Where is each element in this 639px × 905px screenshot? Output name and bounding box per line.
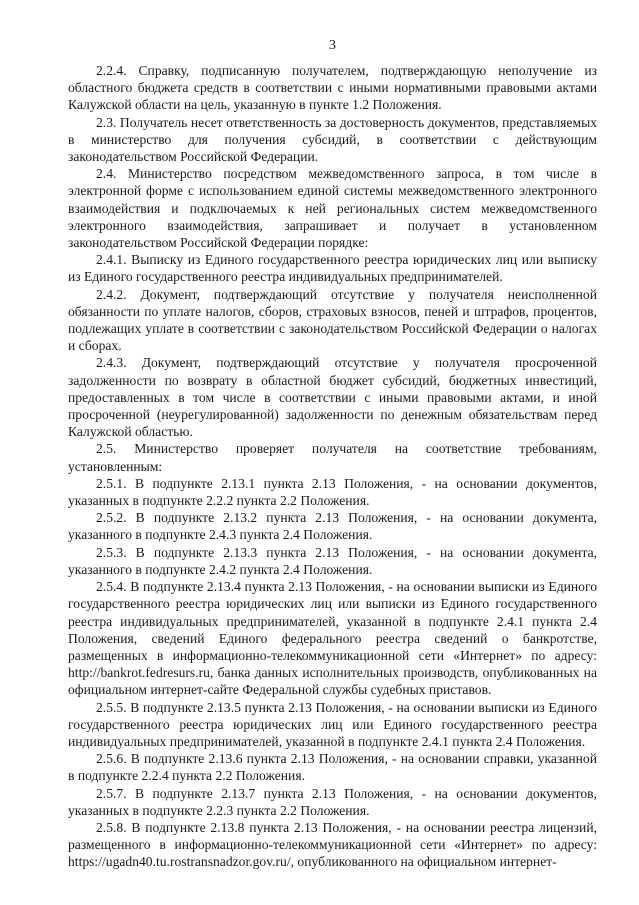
paragraph-2-3: 2.3. Получатель несет ответственность за достоверность документов, представляемых в министерство для получения субсидий, в соответствии с действующим законодательством Российской Федерации.	[68, 114, 597, 165]
paragraph-2-2-4: 2.2.4. Справку, подписанную получателем, подтверждающую неполучение из областного бюджета средств в соответствии с иными нормативными правовыми актами Калужской области на цель, указанную в пункте 1.2 Положения.	[68, 63, 597, 113]
paragraph-2-5-6: 2.5.6. В подпункте 2.13.6 пункта 2.13 Положения, - на основании справки, указанной в подпункте 2.2.4 пункта 2.2 Положения.	[68, 751, 597, 784]
paragraph-2-5-4: 2.5.4. В подпункте 2.13.4 пункта 2.13 Положения, - на основании выписки из Единого государственного реестра юридических лиц или выписки из Единого государственного реестра индивидуальных предпринимателей, указанной в подпункте 2.4.1 пункта 2.4 Положения, сведений Единого федерального реестра сведений о банкротстве, размещенных в информационно-телекоммуникационной сети «Интернет» по адресу: http://bankrot.fedresurs.ru, банка данных исполнительных производств, опубликованных на официальном интернет-сайте Федеральной службы судебных приставов.	[68, 579, 597, 698]
paragraph-2-4-1: 2.4.1. Выписку из Единого государственного реестра юридических лиц или выписку из Единого государственного реестра индивидуальных предпринимателей.	[68, 252, 597, 285]
paragraph-2-5-7: 2.5.7. В подпункте 2.13.7 пункта 2.13 Положения, - на основании документов, указанных в подпункте 2.2.3 пункта 2.2 Положения.	[68, 785, 597, 818]
paragraph-2-5-8: 2.5.8. В подпункте 2.13.8 пункта 2.13 Положения, - на основании реестра лицензий, размещенного в информационно-телекоммуникационной сети «Интернет» по адресу: https://ugadn40.tu.rostransnadzor.gov.ru/, опубликованного на официальном интернет-	[68, 819, 597, 870]
page-number: 3	[329, 38, 336, 53]
paragraph-2-4: 2.4. Министерство посредством межведомственного запроса, в том числе в электронной форме с использованием единой системы межведомственного электронного взаимодействия и подключаемых к ней региональных систем межведомственного электронного взаимодействия, запрашивает и получает в установленном законодательством Российской Федерации порядке:	[68, 166, 597, 251]
paragraph-2-5: 2.5. Министерство проверяет получателя на соответствие требованиям, установленным:	[68, 441, 597, 474]
paragraph-2-5-3: 2.5.3. В подпункте 2.13.3 пункта 2.13 Положения, - на основании документа, указанного в подпункте 2.4.2 пункта 2.4 Положения.	[68, 544, 597, 577]
paragraph-2-5-5: 2.5.5. В подпункте 2.13.5 пункта 2.13 Положения, - на основании выписки из Единого государственного реестра юридических лиц или Единого государственного реестра индивидуальных предпринимателей, указанной в подпункте 2.4.1 пункта 2.4 Положения.	[68, 699, 597, 749]
paragraph-2-4-2: 2.4.2. Документ, подтверждающий отсутствие у получателя неисполненной обязанности по уплате налогов, сборов, страховых взносов, пеней и штрафов, процентов, подлежащих уплате в соответствии с законодательством Российской Федерации о налогах и сборах.	[68, 286, 597, 354]
paragraph-2-5-1: 2.5.1. В подпункте 2.13.1 пункта 2.13 Положения, - на основании документов, указанных в подпункте 2.2.2 пункта 2.2 Положения.	[68, 475, 597, 509]
paragraph-2-4-3: 2.4.3. Документ, подтверждающий отсутствие у получателя просроченной задолженности по возврату в областной бюджет субсидий, бюджетных инвестиций, предоставленных в том числе в соответствии с иными правовыми актами, и иной просроченной (неурегулированной) задолженности по денежным обязательствам перед Калужской областью.	[68, 355, 597, 440]
paragraph-2-5-2: 2.5.2. В подпункте 2.13.2 пункта 2.13 Положения, - на основании документа, указанного в подпункте 2.4.3 пункта 2.4 Положения.	[68, 510, 597, 543]
